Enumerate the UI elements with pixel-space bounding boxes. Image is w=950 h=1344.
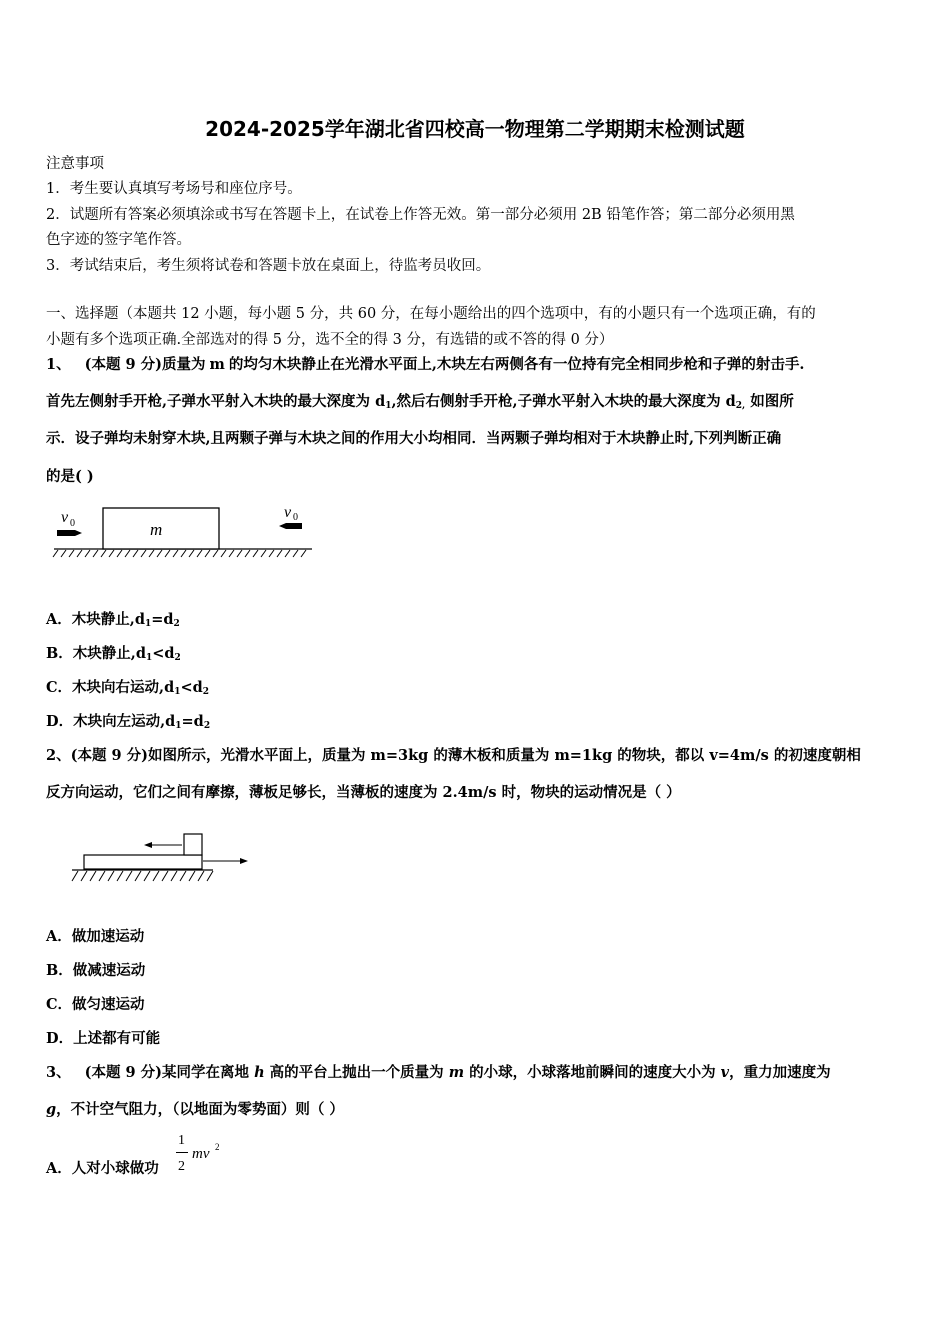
option-sub: 1 xyxy=(145,653,153,663)
fraction-exponent: 2 xyxy=(215,1142,220,1152)
q1-text: m xyxy=(209,356,225,373)
small-block xyxy=(184,834,202,855)
q1-tag: (本题 9 分) xyxy=(84,356,162,373)
q2-text: 的初速度朝相 xyxy=(768,747,861,764)
q1-option-d xyxy=(46,710,210,731)
option-letter: A． xyxy=(46,611,72,628)
right-velocity-sub: 0 xyxy=(293,512,298,523)
q2-text: v=4m/s xyxy=(709,747,769,764)
q1-option-a xyxy=(46,608,180,629)
q2-text: m=1kg xyxy=(554,747,613,764)
q2-number: 2、 xyxy=(46,747,71,764)
left-velocity-label: v xyxy=(61,509,69,526)
q2-option-d xyxy=(46,1027,160,1048)
q1-text: ,然后右侧射手开枪,子弹水平射入木块的最大深度为 d xyxy=(391,393,736,410)
option-text: 木块向右运动,d xyxy=(72,679,175,696)
option-text: 做匀速运动 xyxy=(72,996,145,1013)
option-sub: 2 xyxy=(174,653,181,663)
q1-line-1 xyxy=(46,353,804,374)
q1-text: 的均匀木块静止在光滑水平面上,木块左右两侧各有一位持有完全相同步枪和子弹的射击手. xyxy=(228,356,805,373)
option-letter: B． xyxy=(46,962,73,979)
board-arrow-head xyxy=(240,858,248,864)
q1-figure xyxy=(50,500,320,562)
option-text: =d xyxy=(151,611,174,628)
ground-hatching xyxy=(72,871,213,881)
block-arrow-head xyxy=(144,842,152,848)
option-sub: 1 xyxy=(175,721,182,731)
q1-line-3: 示．设子弹均未射穿木块,且两颗子弹与木块之间的作用大小均相同．当两颗子弹均相对于木块静止时,下列判断正确 xyxy=(46,430,782,447)
notice-heading: 注意事项 xyxy=(46,156,104,172)
q1-line-4: 的是( ) xyxy=(46,468,94,485)
q2-text: 2.4m/s xyxy=(442,784,497,801)
q3-text: ，不计空气阻力，（以地面为零势面）则（ ） xyxy=(56,1101,344,1118)
q3-tag: (本题 9 分) xyxy=(84,1064,162,1081)
q2-tag: (本题 9 分) xyxy=(70,747,148,764)
option-sub: 1 xyxy=(144,619,152,629)
option-letter: D． xyxy=(46,713,74,730)
option-text: 木块静止,d xyxy=(72,645,146,662)
q2-figure xyxy=(68,828,258,890)
fraction-numerator: 1 xyxy=(178,1133,185,1148)
option-text: =d xyxy=(181,713,204,730)
fraction-mv: mv xyxy=(192,1146,210,1162)
q1-option-b xyxy=(46,642,181,663)
notice-item-3: 3．考试结束后，考生须将试卷和答题卡放在桌面上，待监考员收回。 xyxy=(46,258,491,274)
notice-item-1: 1．考生要认真填写考场号和座位序号。 xyxy=(46,181,302,197)
left-velocity-sub: 0 xyxy=(70,518,75,529)
page-title: 2024-2025学年湖北省四校高一物理第二学期期末检测试题 xyxy=(205,117,745,141)
option-text: <d xyxy=(180,679,203,696)
q1-option-c xyxy=(46,676,209,697)
block-mass-label: m xyxy=(150,520,163,539)
option-letter: D． xyxy=(46,1030,74,1047)
q3-option-a xyxy=(46,1157,159,1178)
option-letter: B． xyxy=(46,645,73,662)
q2-text: 的物块，都以 xyxy=(612,747,710,764)
fraction-bar xyxy=(176,1152,188,1153)
ground-hatching xyxy=(53,550,306,557)
q2-text: 的薄木板和质量为 xyxy=(428,747,555,764)
option-text: 木块向左运动,d xyxy=(73,713,176,730)
q3-text: ，重力加速度为 xyxy=(729,1064,831,1081)
option-sub: 2 xyxy=(202,687,210,697)
option-letter: A． xyxy=(46,928,72,945)
option-text: 上述都有可能 xyxy=(73,1030,161,1047)
option-text: 做加速运动 xyxy=(71,928,145,945)
section-heading-line-2: 小题有多个选项正确.全部选对的得 5 分，选不全的得 3 分，有选错的或不答的得 0 分） xyxy=(46,332,614,348)
q3-number: 3、 xyxy=(46,1064,71,1081)
q1-sub: 1 xyxy=(385,401,392,411)
option-sub: 2 xyxy=(173,619,180,629)
section-heading-line-1: 一、选择题（本题共 12 小题，每小题 5 分，共 60 分，在每小题给出的四个选项中，有的小题只有一个选项正确，有的 xyxy=(46,306,816,322)
option-letter: C． xyxy=(46,679,73,696)
notice-item-2-cont: 色字迹的签字笔作答。 xyxy=(46,232,191,248)
q2-line-2 xyxy=(46,781,681,802)
option-sub: 2 xyxy=(203,721,211,731)
q1-line-2 xyxy=(46,390,794,411)
q2-text: m=3kg xyxy=(370,747,429,764)
q1-text: 如图所 xyxy=(745,393,794,410)
option-sub: 1 xyxy=(174,687,181,697)
fraction-denominator: 2 xyxy=(178,1159,185,1174)
q2-text: 反方向运动，它们之间有摩擦，薄板足够长，当薄板的速度为 xyxy=(46,784,443,801)
thin-board xyxy=(84,855,202,869)
notice-item-2: 2．试题所有答案必须填涂或书写在答题卡上，在试卷上作答无效。第一部分必须用 2B 铅笔作答；第二部分必须用黑 xyxy=(46,207,795,223)
q2-text: 如图所示，光滑水平面上，质量为 xyxy=(148,747,371,764)
option-text: 木块静止,d xyxy=(71,611,145,628)
q2-option-b xyxy=(46,959,145,980)
option-text: <d xyxy=(152,645,175,662)
q2-line-1 xyxy=(46,744,861,765)
option-letter: C． xyxy=(46,996,73,1013)
option-text: 人对小球做功 xyxy=(71,1160,159,1177)
q3-var-v: v xyxy=(720,1064,730,1081)
option-letter: A． xyxy=(46,1160,72,1177)
q2-text: 时，物块的运动情况是（ ） xyxy=(496,784,681,801)
q3-var-h: h xyxy=(254,1064,265,1081)
left-bullet xyxy=(57,530,82,536)
q3-text: 某同学在离地 xyxy=(162,1064,255,1081)
q3-line-1 xyxy=(46,1061,831,1082)
right-bullet xyxy=(279,523,302,529)
q1-sub: 2, xyxy=(735,401,746,411)
q2-option-c xyxy=(46,993,145,1014)
option-text: 做减速运动 xyxy=(72,962,146,979)
q3-text: 高的平台上抛出一个质量为 xyxy=(264,1064,449,1081)
q3-var-g: g xyxy=(46,1101,57,1118)
q3-line-2 xyxy=(46,1098,344,1119)
q2-option-a xyxy=(46,925,144,946)
q1-text: 首先左侧射手开枪,子弹水平射入木块的最大深度为 d xyxy=(46,393,386,410)
right-velocity-label: v xyxy=(284,504,292,521)
q1-number: 1、 xyxy=(46,356,71,373)
q1-text: 质量为 xyxy=(162,356,206,373)
q3-text: 的小球，小球落地前瞬间的速度大小为 xyxy=(464,1064,721,1081)
q3-var-m: m xyxy=(448,1064,465,1081)
